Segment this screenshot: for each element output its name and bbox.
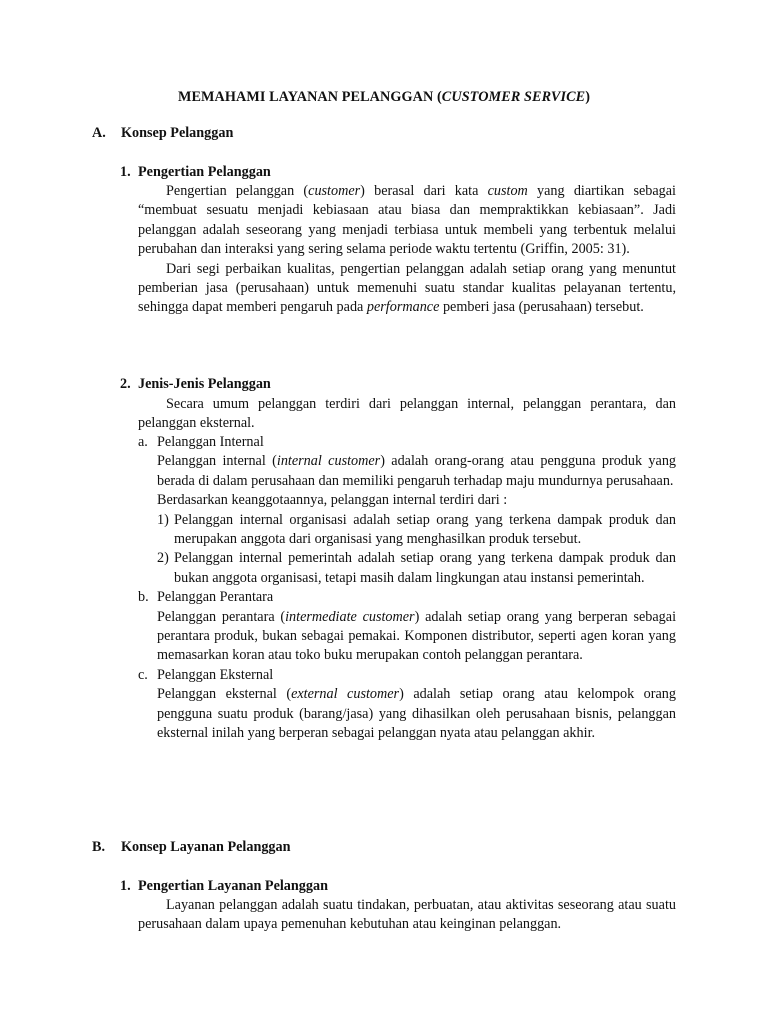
pengertian-pelanggan-body <box>138 182 676 318</box>
jenis-pelanggan-list <box>138 433 676 744</box>
pengertian-layanan-body <box>138 896 676 935</box>
numbered-item: 1) Pelanggan internal organisasi adalah setiap orang yang terkena dampak produk dan merupakan anggota dari organisasi yang menghasilkan produk tersebut. <box>157 511 676 548</box>
section-a-title: Konsep Pelanggan <box>121 125 234 141</box>
list-item-eksternal-body <box>138 685 676 743</box>
subsection-marker: 1. <box>120 878 131 894</box>
list-item-internal-heading: a. Pelanggan Internal <box>138 434 264 450</box>
section-b-marker: B. <box>92 839 106 855</box>
list-item-eksternal-heading: c. Pelanggan Eksternal <box>138 666 274 683</box>
numbered-item: 2) Pelanggan internal pemerintah adalah setiap orang yang terkena dampak produk dan bukan anggota organisasi, tetapi masih dalam lingkungan atau instansi pemerintah. <box>157 550 676 586</box>
subsection-pengertian-layanan <box>120 877 328 896</box>
title-text: MEMAHAMI LAYANAN PELANGGAN ( <box>177 89 442 105</box>
document-title <box>0 88 768 107</box>
subsection-jenis-pelanggan <box>120 375 271 394</box>
paragraph-layanan: Layanan pelanggan adalah suatu tindakan, perbuatan, atau aktivitas seseorang atau suatu perusahaan dalam upaya pemenuhan kebutuhan atau keinginan pelanggan. <box>138 897 676 933</box>
title-close: ) <box>585 89 591 105</box>
paragraph-quality: Dari segi perbaikan kualitas, pengertian pelanggan adalah setiap orang yang menuntut pemberian jasa (perusahaan) untuk memenuhi suatu standar kualitas pelayanan tertentu, sehingga dapat memberi pengaruh pada performance pemberi jasa (perusahaan) tersebut. <box>138 260 676 316</box>
section-b-title: Konsep Layanan Pelanggan <box>121 839 291 855</box>
title-italic: CUSTOMER SERVICE <box>441 89 586 105</box>
paragraph-eksternal: Pelanggan eksternal (external customer) adalah setiap orang atau kelompok orang pengguna suatu produk (barang/jasa) yang dihasilkan oleh perusahaan bisnis, pelanggan eksternal inilah yang berperan sebagai pelanggan nyata atau pelanggan akhir. <box>157 686 676 742</box>
subsection-marker: 1. <box>120 164 131 180</box>
subsection-pengertian-pelanggan <box>120 163 271 182</box>
paragraph-intro: Secara umum pelanggan terdiri dari pelanggan internal, pelanggan perantara, dan pelanggan eksternal. <box>138 396 676 432</box>
section-b-heading <box>92 838 291 857</box>
section-a-heading <box>92 124 233 143</box>
list-item-perantara-heading: b. Pelanggan Perantara <box>138 589 274 606</box>
section-a-marker: A. <box>92 125 106 141</box>
subsection-title: Pengertian Pelanggan <box>138 164 271 180</box>
list-item-perantara-body <box>138 608 676 666</box>
subsection-marker: 2. <box>120 376 131 392</box>
subsection-title: Pengertian Layanan Pelanggan <box>138 878 328 894</box>
subsection-title: Jenis-Jenis Pelanggan <box>138 376 271 392</box>
paragraph-definition: Pengertian pelanggan (customer) berasal dari kata custom yang diartikan sebagai “membuat sesuatu menjadi kebiasaan atau biasa dan mempraktikkan kebiasaan”. Jadi pelanggan adalah seseorang yang menjadi terbiasa untuk membeli yang terbentuk melalui perubahan dan interaksi yang sering selama periode waktu tertentu (Griffin, 2005: 31). <box>138 183 677 258</box>
list-item-internal-body <box>138 452 676 510</box>
paragraph-internal: Pelanggan internal (internal customer) adalah orang-orang atau pengguna produk yang berada di dalam perusahaan dan memiliki pengaruh terhadap maju mundurnya perusahaan. <box>157 453 677 489</box>
paragraph-perantara: Pelanggan perantara (intermediate customer) adalah setiap orang yang berperan sebagai perantara produk, bukan sebagai pemakai. Komponen distributor, seperti agen koran yang memasarkan koran atau toko buku merupakan contoh pelanggan perantara. <box>157 608 677 664</box>
jenis-pelanggan-intro <box>138 395 676 434</box>
paragraph-keanggotaan: Berdasarkan keanggotaannya, pelanggan internal terdiri dari : <box>157 492 508 509</box>
